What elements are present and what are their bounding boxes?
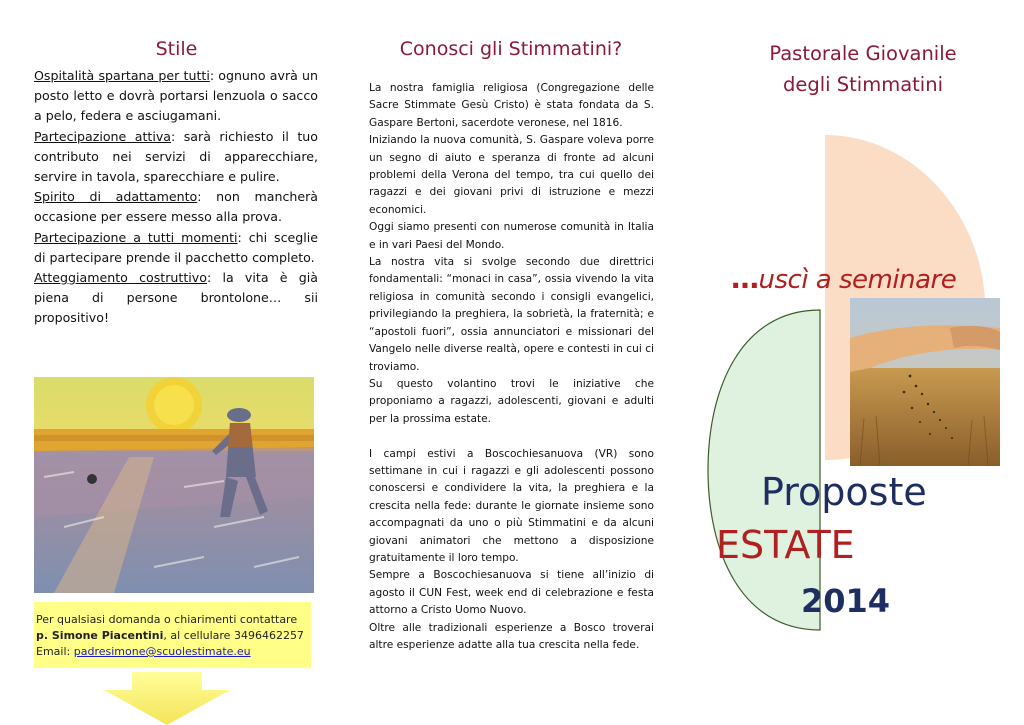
stile-item-text: : la vita è già piena di persone brontolone… sii propositivo! bbox=[34, 270, 319, 326]
cover-title-line1: Pastorale Giovanile bbox=[769, 42, 957, 65]
paragraph: Iniziando la nuova comunità, S. Gaspare voleva porre un segno di aiuto e speranza di fronte ad alcuni problemi della Verona del tempo, tra cui quello dei ragazzi e dei giovani privi di istruzione e mezzi economici. bbox=[369, 134, 654, 216]
cover-title bbox=[718, 38, 1008, 100]
stile-item-label: Partecipazione attiva bbox=[34, 128, 172, 144]
paragraph: La nostra famiglia religiosa (Congregazione delle Sacre Stimmate Gesù Cristo) è stata fondata da S. Gaspare Bertoni, sacerdote veronese, nel 1816. bbox=[369, 82, 654, 129]
conosci-text bbox=[369, 80, 654, 654]
estate-title: ESTATE bbox=[716, 523, 855, 567]
stile-item bbox=[34, 228, 318, 268]
email-link[interactable]: padresimone@scuolestimate.eu bbox=[73, 645, 251, 658]
stile-item-text: : ognuno avrà un posto letto e dovrà portarsi lenzuola o sacco a pelo, federa e asciugamani. bbox=[34, 68, 318, 124]
stile-item bbox=[34, 268, 318, 329]
down-arrow-icon bbox=[104, 672, 230, 725]
stile-item-label: Spirito di adattamento bbox=[34, 189, 198, 205]
stile-item-text: : chi sceglie di partecipare prende il pacchetto completo. bbox=[34, 229, 318, 265]
contact-line: Per qualsiasi domanda o chiarimenti contattare bbox=[36, 613, 298, 626]
stile-list bbox=[34, 66, 318, 329]
contact-box bbox=[34, 602, 311, 668]
paragraph: Oltre alle tradizionali esperienze a Bosco troverai altre esperienze adatte alla tua crescita nella fede. bbox=[369, 621, 654, 651]
contact-email-line bbox=[36, 644, 311, 660]
slogan-text: uscì a seminare bbox=[758, 265, 957, 295]
conosci-title: Conosci gli Stimmatini? bbox=[399, 38, 623, 60]
paragraph: Su questo volantino trovi le iniziative che proponiamo a ragazzi, adolescenti, giovani e adulti per la prossima estate. bbox=[369, 377, 654, 425]
sowing-hand-image bbox=[850, 298, 1000, 466]
stile-item-label: Partecipazione a tutti momenti bbox=[34, 229, 238, 245]
contact-name: p. Simone Piacentini bbox=[36, 629, 164, 642]
stile-item-label: Atteggiamento costruttivo bbox=[34, 270, 207, 286]
paragraph: Oggi siamo presenti con numerose comunità in Italia e in vari Paesi del Mondo. bbox=[369, 221, 654, 251]
stile-item-label: Ospitalità spartana per tutti bbox=[34, 68, 210, 83]
year-title: 2014 bbox=[801, 582, 891, 620]
stile-item bbox=[34, 127, 318, 188]
paragraph: I campi estivi a Boscochiesanuova (VR) sono settimane in cui i ragazzi e gli adolescenti possono conoscersi e condividere la vita, la preghiera e la crescita nella fede: durante le giornate insieme sono accompagnati da uno o più Stimmatini e da alcuni giovani animatori che mettono a disposizione gratuitamente il loro tempo. bbox=[369, 447, 654, 564]
spacer bbox=[369, 428, 654, 445]
paragraph: La nostra vita si svolge secondo due direttrici fondamentali: “monaci in casa”, ossia vivendo la vita religiosa in comunità secondo i consigli evangelici, privilegiando la preghiera, la sobrietà, la fraternità; e “apostoli fuori”, ossia annunciatori e missionari del Vangelo nelle diverse realtà, opere e contesti in cui ci troviamo. bbox=[369, 256, 654, 373]
sower-painting bbox=[34, 377, 314, 593]
slogan-dots: … bbox=[731, 262, 759, 295]
slogan bbox=[731, 262, 956, 295]
paragraph: Sempre a Boscochiesanuova si tiene all’inizio di agosto il CUN Fest, week end di celebrazione e festa attorno a Cristo Uomo Nuovo. bbox=[369, 569, 654, 617]
stile-item-text: : non mancherà occasione per essere messo alla prova. bbox=[34, 189, 318, 225]
contact-phone-line bbox=[36, 628, 311, 644]
email-label: Email: bbox=[36, 645, 74, 658]
proposte-title: Proposte bbox=[761, 470, 927, 514]
stile-item-text: : sarà richiesto il tuo contributo nei servizi di apparecchiare, servire in tavola, sparecchiare e pulire. bbox=[34, 128, 318, 185]
contact-phone: , al cellulare 3496462257 bbox=[163, 629, 304, 642]
stile-item bbox=[34, 187, 318, 227]
stile-title: Stile bbox=[155, 38, 198, 60]
cover-title-line2: degli Stimmatini bbox=[782, 73, 943, 96]
stile-item bbox=[34, 66, 318, 127]
